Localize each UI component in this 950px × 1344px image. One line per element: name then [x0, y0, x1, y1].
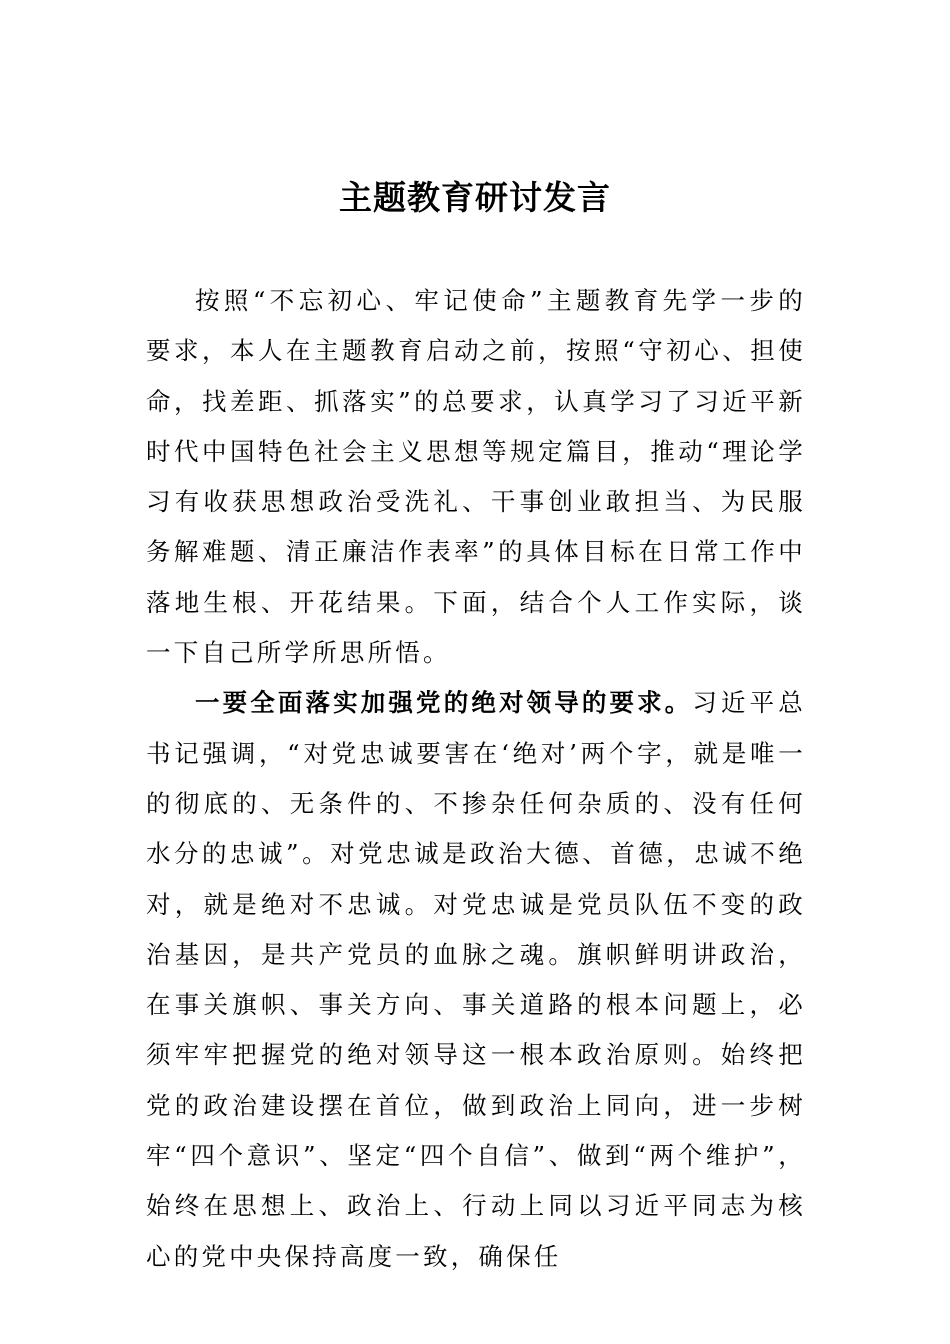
- document-title: 主题教育研讨发言: [339, 178, 611, 217]
- paragraph-point-one: [146, 678, 806, 1282]
- paragraph-intro-text: 按照“不忘初心、牢记使命”主题教育先学一步的要求，本人在主题教育启动之前，按照“守初心、担使命，找差距、抓落实”的总要求，认真学习了习近平新时代中国特色社会主义思想等规定篇目，推动“理论学习有收获思想政治受洗礼、干事创业敢担当、为民服务解难题、清正廉洁作表率”的具体目标在日常工作中落地生根、开花结果。下面，结合个人工作实际，谈一下自己所学所思所悟。: [146, 286, 806, 668]
- paragraph-point-one-heading: 一要全面落实加强党的绝对领导的要求。: [195, 688, 693, 718]
- document-body: [146, 276, 806, 1282]
- paragraph-point-one-text: 习近平总书记强调，“对党忠诚要害在‘绝对’两个字，就是唯一的彻底的、无条件的、不掺杂任何杂质的、没有任何水分的忠诚”。对党忠诚是政治大德、首德，忠诚不绝对，就是绝对不忠诚。对党忠诚是党员队伍不变的政治基因，是共产党员的血脉之魂。旗帜鲜明讲政治，在事关旗帜、事关方向、事关道路的根本问题上，必须牢牢把握党的绝对领导这一根本政治原则。始终把党的政治建设摆在首位，做到政治上同向，进一步树牢“四个意识”、坚定“四个自信”、做到“两个维护”，始终在思想上、政治上、行动上同以习近平同志为核心的党中央保持高度一致，确保任: [146, 688, 806, 1271]
- paragraph-intro: [146, 276, 806, 678]
